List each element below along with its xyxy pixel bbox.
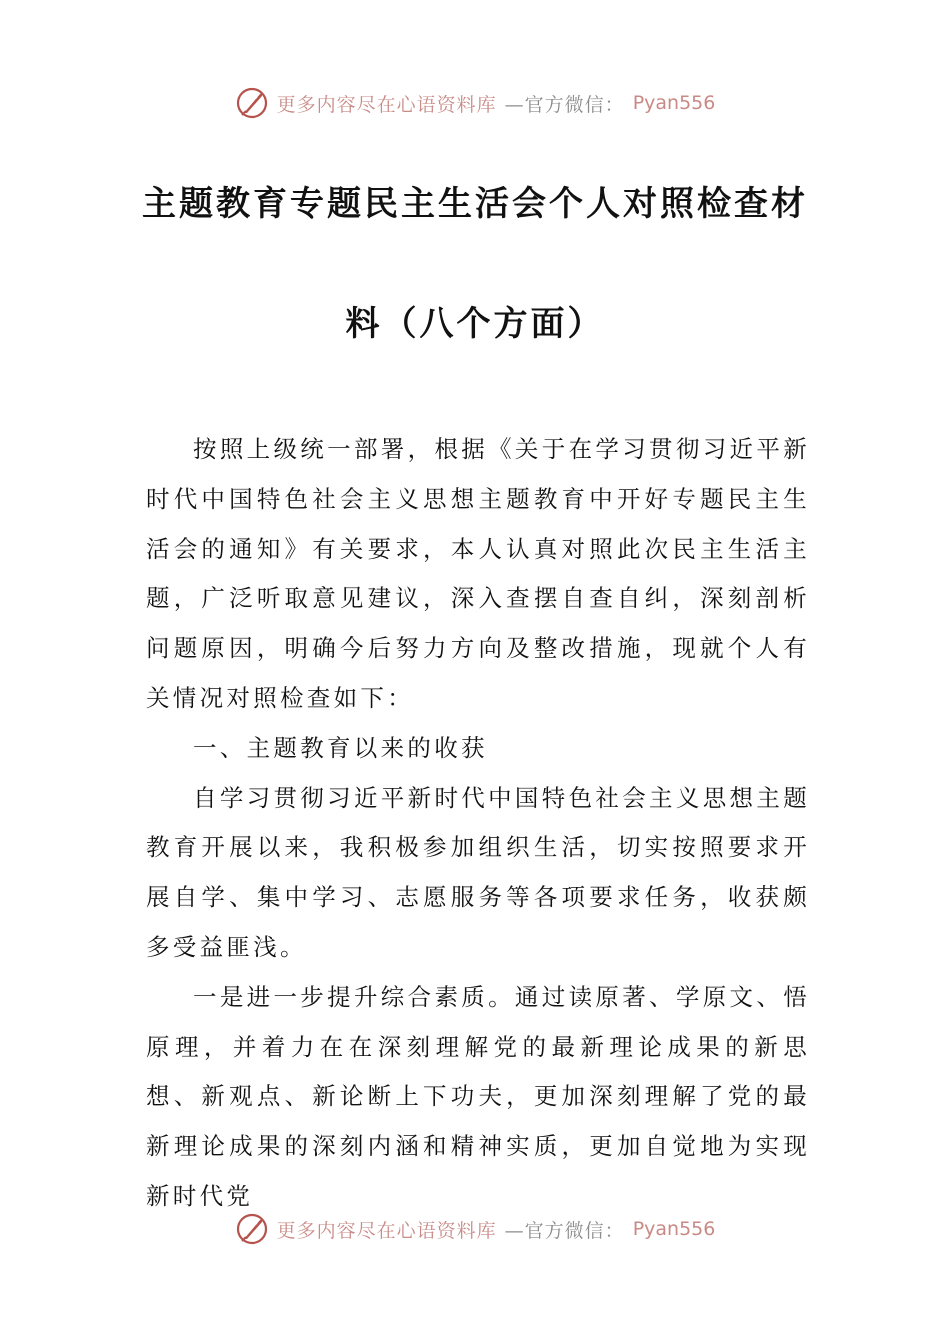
document-title-line-2: 料（八个方面） [345,304,605,344]
watermark-header [0,86,950,120]
watermark-official: —官方微信： [504,93,625,116]
paragraph-section-1: 自学习贯彻习近平新时代中国特色社会主义思想主题教育开展以来，我积极参加组织生活，切实按照要求开展自学、集中学习、志愿服务等各项要求任务，收获颇多受益匪浅。 [146,783,810,961]
quill-pen-logo-icon [235,86,269,120]
watermark-brand: 更多内容尽在心语资料库 [276,93,497,116]
watermark-id: Pyan556 [632,92,716,114]
document-title-line-1: 主题教育专题民主生活会个人对照检查材 [142,184,808,224]
watermark-footer [0,1212,950,1246]
quill-pen-logo-icon [235,1212,269,1246]
document-body [146,425,810,1222]
watermark-id: Pyan556 [632,1218,716,1240]
section-heading-1: 一、主题教育以来的收获 [193,733,488,762]
paragraph-intro: 按照上级统一部署，根据《关于在学习贯彻习近平新时代中国特色社会主义思想主题教育中开好专题民主生活会的通知》有关要求，本人认真对照此次民主生活主题，广泛听取意见建议，深入查摆自查自纠，深刻剖析问题原因，明确今后努力方向及整改措施，现就个人有关情况对照检查如下： [146,435,810,712]
watermark-official: —官方微信： [504,1219,625,1242]
paragraph-point-1: 一是进一步提升综合素质。通过读原著、学原文、悟原理，并着力在在深刻理解党的最新理论成果的新思想、新观点、新论断上下功夫，更加深刻理解了党的最新理论成果的深刻内涵和精神实质，更加自觉地为实现新时代党 [146,982,810,1210]
watermark-brand: 更多内容尽在心语资料库 [276,1219,497,1242]
